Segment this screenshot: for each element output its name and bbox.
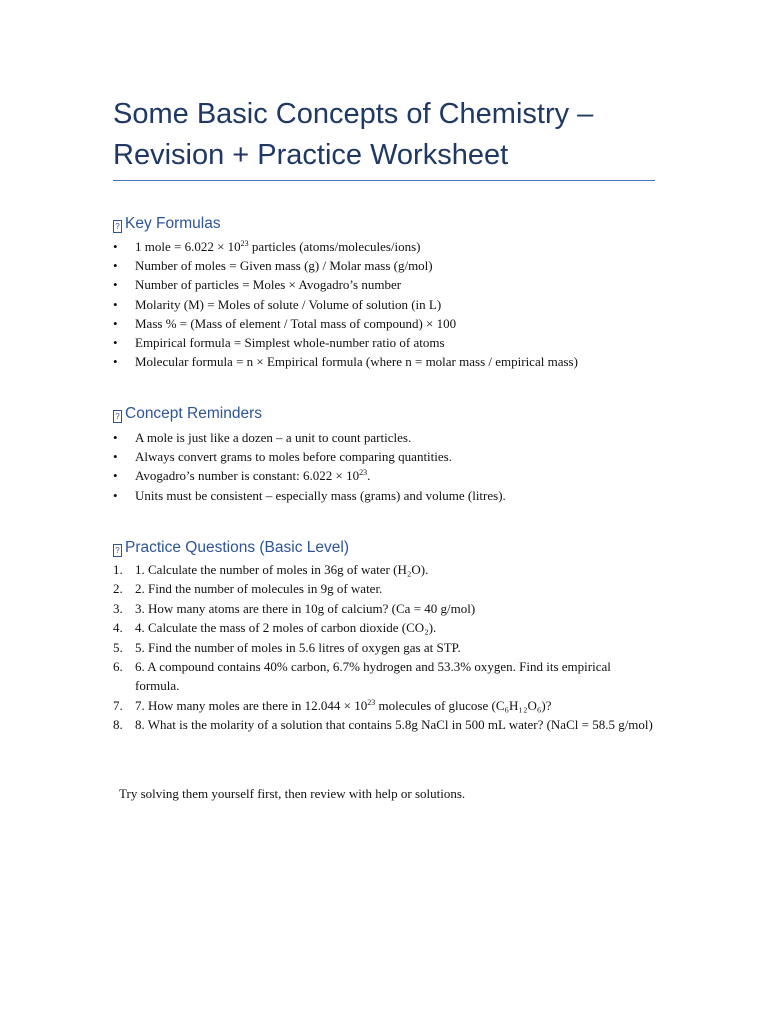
- bullet-icon: •: [113, 315, 118, 331]
- key-formulas-list: [113, 237, 673, 371]
- list-item-text: Molarity (M) = Moles of solute / Volume of solution (in L): [135, 296, 442, 312]
- list-item-text: Avogadro’s number is constant: $6.022 \times 10^{23}$.: [135, 468, 371, 484]
- list-item-text: Number of moles = Given mass (g) / Molar mass (g/mol): [135, 258, 433, 274]
- list-item: [113, 599, 653, 618]
- list-item: [113, 428, 673, 447]
- section-heading-practice-questions: [113, 538, 349, 558]
- list-item: [113, 295, 673, 314]
- section-heading-label: Practice Questions (Basic Level): [125, 539, 349, 556]
- list-item-text: 2. Find the number of molecules in 9g of water.: [135, 581, 383, 597]
- pencil-emoji-icon: ?: [113, 544, 122, 557]
- list-number: 5.: [113, 639, 123, 655]
- section-heading-label: Key Formulas: [125, 215, 221, 232]
- list-item-text: 4. Calculate the mass of 2 moles of carbon dioxide (CO₂).: [135, 620, 437, 636]
- bullet-icon: •: [113, 335, 118, 351]
- list-item-text: 1. Calculate the number of moles in 36g of water (H₂O).: [135, 562, 429, 577]
- list-number: 6.: [113, 659, 123, 675]
- concept-reminders-list: [113, 428, 673, 505]
- section-heading-key-formulas: [113, 214, 221, 234]
- list-item-text: Units must be consistent – especially mass (grams) and volume (litres).: [135, 487, 506, 503]
- list-item: [113, 638, 653, 657]
- list-item: [113, 314, 673, 333]
- bullet-icon: •: [113, 468, 118, 484]
- bullet-icon: •: [113, 430, 118, 445]
- list-item-text: 6. A compound contains 40% carbon, 6.7% hydrogen and 53.3% oxygen. Find its empirical formula.: [135, 659, 611, 694]
- list-item: [113, 657, 653, 696]
- bullet-icon: •: [113, 449, 118, 465]
- list-item-text: 7. How many moles are there in $12.044 \times 10^{23}$ molecules of glucose (C₆H₁₂O₆)?: [135, 697, 552, 713]
- title-underline: [113, 180, 655, 181]
- document-emoji-icon: ?: [113, 220, 122, 233]
- list-item: [113, 715, 653, 734]
- page-title: Some Basic Concepts of Chemistry – Revision + Practice Worksheet: [113, 98, 594, 171]
- lightbulb-emoji-icon: ?: [113, 410, 122, 423]
- list-item-text: Empirical formula = Simplest whole-number ratio of atoms: [135, 335, 445, 351]
- list-number: 3.: [113, 600, 123, 616]
- list-item-text: Always convert grams to moles before comparing quantities.: [135, 449, 452, 465]
- section-heading-label: Concept Reminders: [125, 405, 262, 422]
- list-item: [113, 275, 673, 294]
- list-number: 1.: [113, 562, 123, 577]
- list-item: [113, 352, 673, 371]
- list-item: [113, 237, 673, 256]
- bullet-icon: •: [113, 296, 118, 312]
- list-number: 7.: [113, 697, 123, 713]
- list-item-text: Number of particles = Moles × Avogadro’s number: [135, 277, 402, 293]
- bullet-icon: •: [113, 277, 118, 293]
- list-item: [113, 486, 673, 505]
- list-item: [113, 618, 653, 637]
- list-item: [113, 256, 673, 275]
- list-item-text: 5. Find the number of moles in 5.6 litres of oxygen gas at STP.: [135, 639, 461, 655]
- list-item: [113, 447, 673, 466]
- list-item-text: A mole is just like a dozen – a unit to count particles.: [135, 430, 412, 445]
- list-item-text: 1 mole = $6.022 \times 10^{23}$ particles (atoms/molecules/ions): [135, 239, 421, 254]
- list-number: 8.: [113, 717, 123, 733]
- list-item-text: Mass % = (Mass of element / Total mass of compound) × 100: [135, 315, 457, 331]
- list-item-text: 3. How many atoms are there in 10g of calcium? (Ca = 40 g/mol): [135, 600, 476, 616]
- bullet-icon: •: [113, 239, 118, 254]
- list-item: [113, 466, 673, 485]
- section-heading-concept-reminders: [113, 404, 262, 424]
- bullet-icon: •: [113, 354, 118, 370]
- list-item-text: 8. What is the molarity of a solution that contains 5.8g NaCl in 500 mL water? (NaCl = 58.5 g/mol): [135, 717, 653, 733]
- closing-note: Try solving them yourself first, then review with help or solutions.: [119, 786, 466, 801]
- list-item: [113, 333, 673, 352]
- list-number: 4.: [113, 620, 123, 636]
- list-item: [113, 696, 653, 715]
- list-item-text: Molecular formula = n × Empirical formula (where n = molar mass / empirical mass): [135, 354, 578, 370]
- list-item: [113, 560, 653, 579]
- practice-questions-list: [113, 560, 653, 735]
- list-item: [113, 579, 653, 598]
- list-number: 2.: [113, 581, 123, 597]
- bullet-icon: •: [113, 487, 118, 503]
- bullet-icon: •: [113, 258, 118, 274]
